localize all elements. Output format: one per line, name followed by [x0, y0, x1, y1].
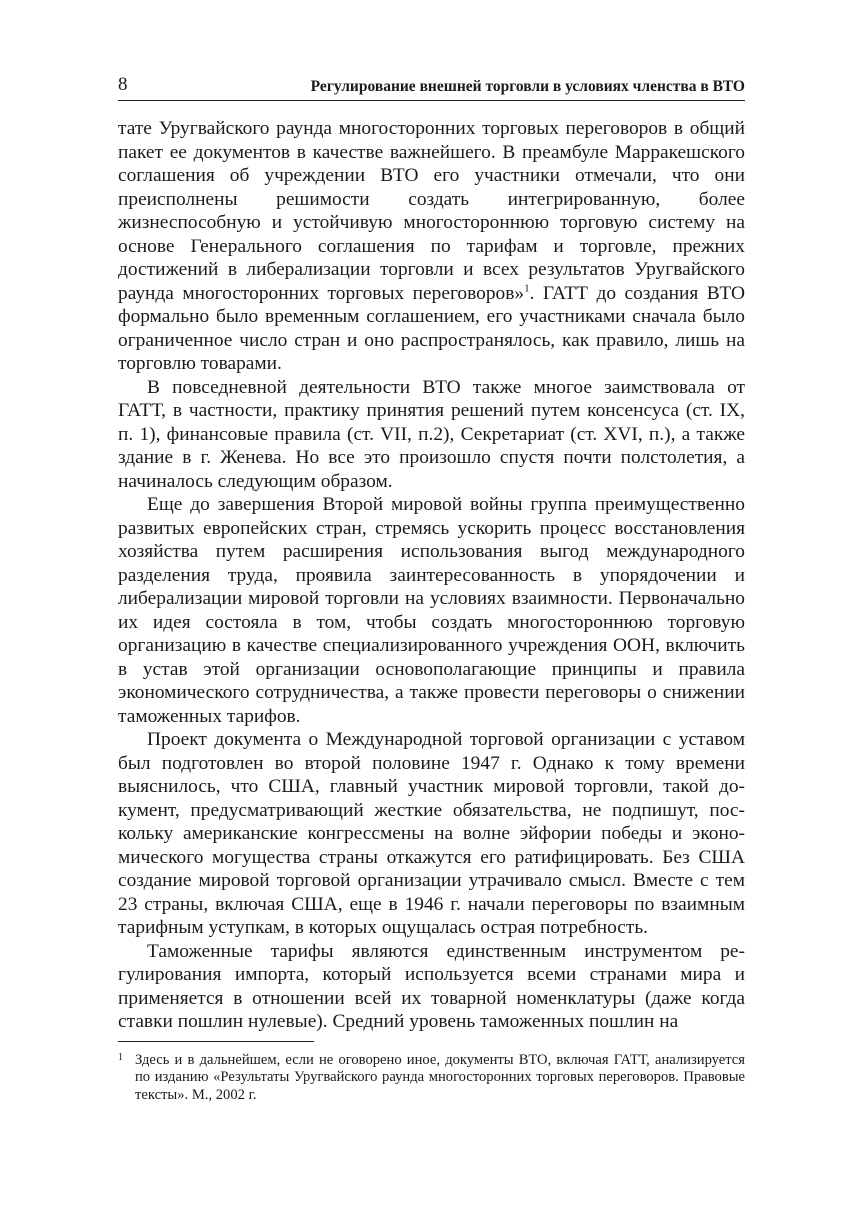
body-text: [118, 117, 745, 1034]
paragraph-4: Проект документа о Международной торговой организации с уставом был подготовлен во второй половине 1947 г. Однако к тому времени выяснилось, что США, главный участник мировой торговли, такой документ, предусматривающий жесткие обязательства, не подпишут, поскольку американские конгрессмены на волне эйфории победы и экономического могущества страны откажутся его ратифицировать. Без США создание мировой торговой организации утрачивало смысл. Вместе с тем 23 страны, включая США, еще в 1946 г. начали переговоры по взаимным тарифным уступкам, в которых ощущалась острая потребность.: [118, 729, 745, 938]
paragraph-2: В повседневной деятельности ВТО также многое заимствовала от ГАТТ, в частности, практику принятия решений путем консенсуса (ст. IX, п. 1), финансовые правила (ст. VII, п.2), Секретариат (ст. XVI, п.), а также здание в г. Женева. Но все это произошло спустя почти полстолетия, а начиналось следующим образом.: [118, 376, 745, 492]
page-number: 8: [118, 74, 128, 95]
paragraph-1: [118, 117, 745, 376]
book-page: [118, 74, 745, 1104]
paragraph-5: Таможенные тарифы являются единственным инструментом регулирования импорта, который используется всеми странами мира и применяется в отношении всей их товарной номенклатуры (даже когда ставки пошлин нулевые). Средний уровень таможенных пошлин на: [118, 940, 745, 1032]
footnote-text: Здесь и в дальнейшем, если не оговорено иное, документы ВТО, включая ГАТТ, анализируется по изданию «Результаты Уругвайского раунда многосторонних торговых переговоров. Правовые тексты». М., 2002 г.: [135, 1051, 745, 1103]
paragraph-1-text-before: тате Уругвайского раунда многосторонних торговых переговоров в общий пакет ее документов в качестве важнейшего. В преамбуле Марракешского соглашения об учреждении ВТО его участники отмечали, что они преисполнены решимости создать интегрированную, более жизнеспособную и устойчивую многостороннюю торговую систему на основе Генерального соглашения по тарифам и торговле, прежних достижений в либерализации торговли и всех результатов Уругвайского раунда многосторонних торговых переговоров»: [118, 118, 745, 304]
footnote: [118, 1052, 745, 1105]
footnote-mark: 1: [118, 1051, 123, 1063]
paragraph-1-text-after: . ГАТТ до создания ВТО формально было временным соглашением, его участниками сначала было ограниченное число стран и оно распространялось, как правило, лишь на торговлю товарами.: [118, 282, 745, 374]
running-title: Регулирование внешней торговли в условиях членства в ВТО: [310, 78, 745, 95]
paragraph-3: Еще до завершения Второй мировой войны группа преимущественно развитых европейских стран, стремясь ускорить процесс восстановления хозяйства путем расширения использования выгод международного разделения труда, проявила заинтересованность в упорядочении и либерализации мировой торговли на условиях взаимности. Первоначально их идея состояла в том, чтобы создать многостороннюю торговую организацию в качестве специализированного учреждения ООН, включить в устав этой организации основополагающие принципы и правила экономического сотрудничества, а также провести переговоры о снижении таможенных тарифов.: [118, 494, 745, 727]
page-header: [118, 74, 745, 101]
footnote-divider: [118, 1041, 314, 1042]
footnote-reference[interactable]: 1: [524, 282, 530, 295]
